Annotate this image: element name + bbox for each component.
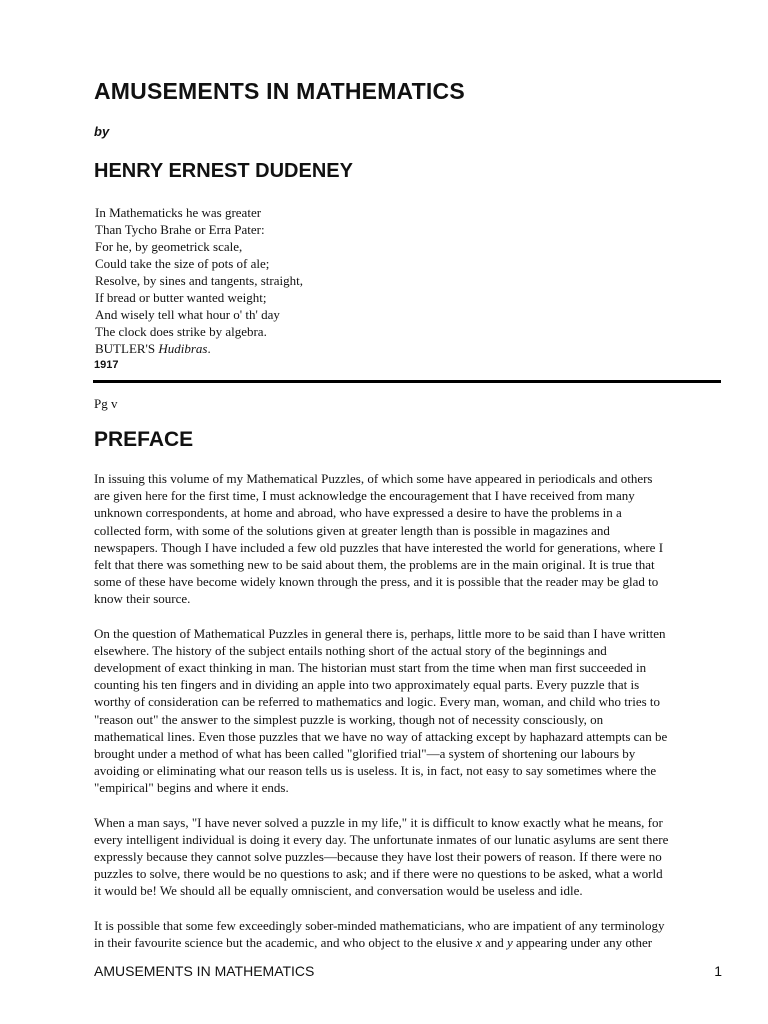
- text-line: every intelligent individual is doing it every day. The unfortunate inmates of our lunatic asylums are sent there: [94, 831, 669, 847]
- text-line: expressly because they cannot solve puzzles—because they have lost their powers of reason. If there were no: [94, 849, 662, 865]
- epigraph-line: The clock does strike by algebra.: [95, 324, 267, 339]
- math-variable-y: y: [506, 934, 513, 950]
- footer-page-number: 1: [714, 963, 722, 979]
- text-line: "reason out" the answer to the simplest puzzle is working, though not of necessity consciously, on: [94, 711, 604, 727]
- horizontal-divider: [93, 380, 721, 383]
- text-line: worthy of consideration can be referred to mathematics and logic. Every man, woman, and child who tries to: [94, 694, 661, 710]
- text-line: some of these have become widely known through the press, and it is possible that the reader may be glad to: [94, 574, 659, 590]
- epigraph-line: In Mathematicks he was greater: [95, 205, 262, 220]
- byline: by: [94, 124, 110, 139]
- text-line: mathematical lines. Even those puzzles that we have no way of attacking except by haphazard attempts can be: [94, 728, 668, 744]
- math-variable-x: x: [475, 934, 482, 950]
- epigraph-line: If bread or butter wanted weight;: [95, 290, 267, 305]
- text-line: When a man says, "I have never solved a puzzle in my life," it is difficult to know exactly what he means, for: [94, 814, 663, 830]
- text-segment: and: [481, 934, 507, 950]
- text-line: are given here for the first time, I must acknowledge the encouragement that I have received from many: [94, 488, 635, 504]
- paragraph: [94, 917, 734, 951]
- epigraph-line: Could take the size of pots of ale;: [95, 256, 270, 271]
- text-line: avoiding or eliminating what our reason tells us is useless. It is, in fact, not easy to say sometimes where the: [94, 763, 657, 779]
- attribution-author: BUTLER'S: [95, 341, 156, 356]
- epigraph-line: For he, by geometrick scale,: [95, 239, 243, 254]
- book-title: AMUSEMENTS IN MATHEMATICS: [94, 78, 465, 104]
- page-marker: Pg v: [94, 396, 118, 411]
- epigraph-line: Than Tycho Brahe or Erra Pater:: [95, 222, 265, 237]
- text-line: counting his ten fingers and in dividing an apple into two approximately equal parts. Every puzzle that is: [94, 677, 640, 693]
- attribution-work: Hudibras: [158, 341, 208, 356]
- text-line: it would be! We should all be equally omniscient, and conversation would be useless and idle.: [94, 883, 583, 899]
- section-heading-preface: PREFACE: [94, 428, 194, 451]
- attribution-period: .: [207, 341, 211, 356]
- footer-running-title: AMUSEMENTS IN MATHEMATICS: [94, 963, 315, 979]
- paragraph: [94, 814, 734, 900]
- text-line: In issuing this volume of my Mathematical Puzzles, of which some have appeared in periodicals and others: [94, 471, 653, 486]
- text-line: brought under a method of what has been called "glorified trial"—a system of shortening our labours by: [94, 746, 636, 762]
- epigraph-line: And wisely tell what hour o' th' day: [95, 307, 280, 322]
- text-line: unknown correspondents, at home and abroad, who have expressed a desire to have the problems in a: [94, 505, 622, 521]
- text-line: elsewhere. The history of the subject entails nothing short of the actual story of the beginnings and: [94, 642, 607, 658]
- paragraph: [94, 470, 734, 608]
- epigraph-attribution: [95, 340, 303, 357]
- text-line: "empirical" begins and where it ends.: [94, 780, 289, 796]
- epigraph-line: Resolve, by sines and tangents, straight,: [95, 273, 303, 288]
- text-segment: in their favourite science but the academic, and who object to the elusive: [94, 934, 476, 950]
- paragraph: [94, 625, 734, 797]
- text-line: felt that there was something new to be said about them, the problems are in the main original. It is true that: [94, 557, 655, 573]
- text-line: collected form, with some of the solutions given at greater length than is possible in magazines and: [94, 522, 610, 538]
- text-line: On the question of Mathematical Puzzles in general there is, perhaps, little more to be said than I have written: [94, 625, 666, 641]
- text-line: development of exact thinking in man. The historian must start from the time when man first succeeded in: [94, 660, 647, 676]
- epigraph: [95, 204, 303, 357]
- publication-year: 1917: [94, 359, 119, 371]
- text-line: newspapers. Though I have included a few old puzzles that have interested the world for generations, where I: [94, 539, 664, 555]
- text-line: It is possible that some few exceedingly sober-minded mathematicians, who are impatient of any terminology: [94, 917, 665, 933]
- text-line: [94, 934, 734, 951]
- author-name: HENRY ERNEST DUDENEY: [94, 160, 353, 182]
- text-line: puzzles to solve, there would be no questions to ask; and if there were no questions to be asked, what a world: [94, 866, 663, 882]
- text-segment: appearing under any other: [512, 934, 653, 950]
- text-line: know their source.: [94, 591, 191, 607]
- preface-body: [94, 470, 734, 968]
